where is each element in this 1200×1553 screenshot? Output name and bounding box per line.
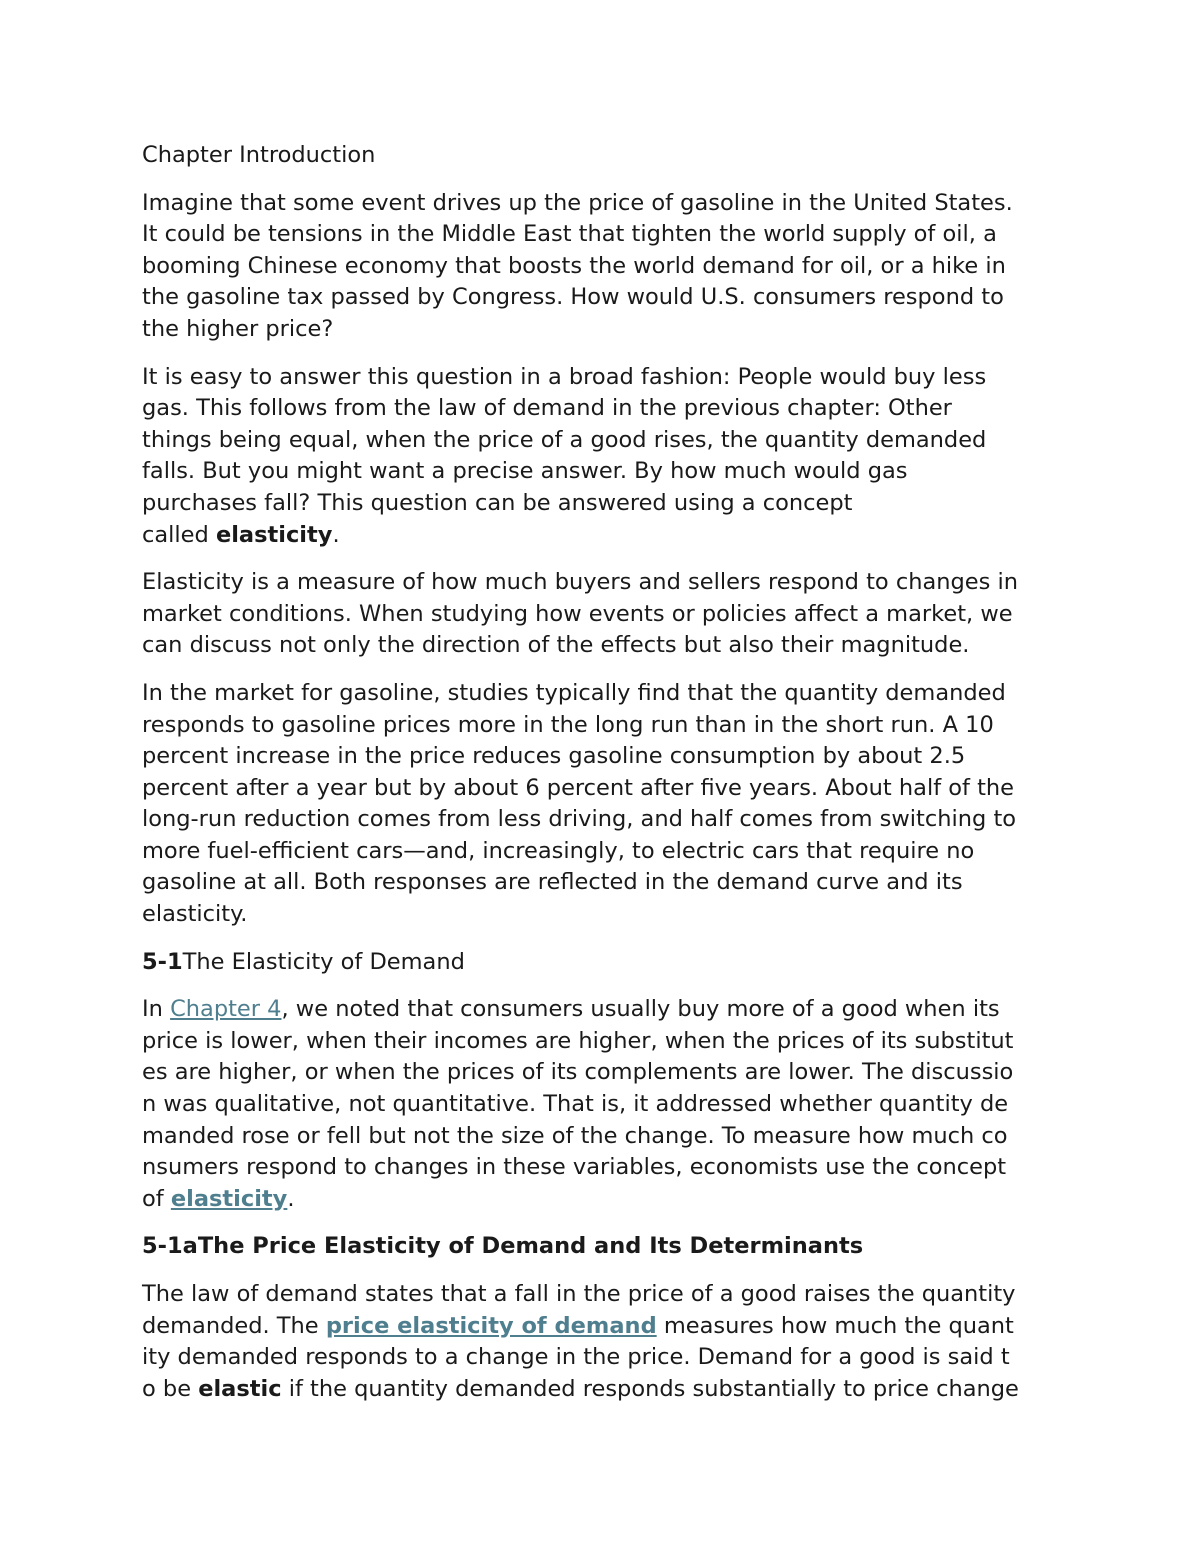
text-line: responds to gasoline prices more in the long run than in the short run. A 10	[142, 711, 994, 738]
text-line: more fuel-efficient cars—and, increasingly, to electric cars that require no	[142, 837, 975, 864]
text-line: gasoline at all. Both responses are reflected in the demand curve and its	[142, 869, 963, 896]
section-paragraph-2	[142, 1279, 1060, 1405]
text-line: price is lower, when their incomes are higher, when the prices of its substitut	[142, 1027, 1014, 1054]
text-line: market conditions. When studying how events or policies affect a market, we	[142, 600, 1013, 627]
text-fragment: o be	[142, 1375, 199, 1402]
text-line: elasticity.	[142, 901, 248, 928]
text-line: things being equal, when the price of a good rises, the quantity demanded	[142, 426, 987, 453]
text-line: gas. This follows from the law of demand in the previous chapter: Other	[142, 395, 952, 422]
price-elasticity-of-demand-link[interactable]: price elasticity of demand	[325, 1312, 657, 1339]
section-title: The Elasticity of Demand	[182, 948, 465, 975]
text-line: It is easy to answer this question in a broad fashion: People would buy less	[142, 363, 987, 390]
section-number: 5-1	[142, 948, 183, 975]
chapter-title-text: Chapter Introduction	[142, 142, 376, 168]
text-line: the gasoline tax passed by Congress. How would U.S. consumers respond to	[142, 284, 1004, 311]
text-line: percent increase in the price reduces gasoline consumption by about 2.5	[142, 743, 966, 770]
text-line: falls. But you might want a precise answer. By how much would gas	[142, 458, 908, 485]
text-line: the higher price?	[142, 315, 334, 342]
text-fragment: .	[287, 1185, 295, 1212]
text-line: In the market for gasoline, studies typically find that the quantity demanded	[142, 679, 1006, 706]
text-line: n was qualitative, not quantitative. That is, it addressed whether quantity de	[142, 1091, 1009, 1118]
section-heading-line	[142, 947, 1060, 979]
document-body	[142, 140, 1060, 1421]
text-line: es are higher, or when the prices of its complements are lower. The discussio	[142, 1059, 1014, 1086]
chapter-4-link[interactable]: Chapter 4	[170, 996, 282, 1023]
text-fragment: called	[142, 521, 216, 548]
text-line	[142, 1311, 1060, 1343]
intro-paragraph-3	[142, 567, 1060, 662]
elasticity-link[interactable]: elasticity	[170, 1185, 288, 1212]
text-line: ity demanded responds to a change in the price. Demand for a good is said t	[142, 1344, 1010, 1371]
intro-paragraph-4	[142, 678, 1060, 931]
term-elasticity: elasticity	[215, 521, 333, 548]
text-line	[142, 994, 1060, 1026]
chapter-title	[142, 140, 1060, 172]
text-line: booming Chinese economy that boosts the world demand for oil, or a hike in	[142, 252, 1006, 279]
intro-paragraph-2	[142, 362, 1060, 552]
text-line: The law of demand states that a fall in the price of a good raises the quantity	[142, 1281, 1016, 1307]
text-line	[142, 1374, 1060, 1406]
text-fragment: demanded. The	[142, 1312, 326, 1339]
text-line	[142, 520, 1060, 552]
text-fragment: In	[142, 996, 171, 1023]
text-line: nsumers respond to changes in these variables, economists use the concept	[142, 1154, 1007, 1181]
text-line: manded rose or fell but not the size of the change. To measure how much co	[142, 1122, 1008, 1149]
text-line: purchases fall? This question can be answered using a concept	[142, 489, 853, 516]
term-elastic: elastic	[198, 1375, 282, 1402]
text-line: Imagine that some event drives up the price of gasoline in the United States.	[142, 189, 1013, 216]
section-paragraph-1	[142, 994, 1060, 1215]
subsection-heading-text: 5-1aThe Price Elasticity of Demand and Its Determinants	[142, 1233, 864, 1260]
text-fragment: measures how much the quant	[656, 1312, 1014, 1339]
section-heading	[142, 947, 1060, 979]
text-line: can discuss not only the direction of the effects but also their magnitude.	[142, 632, 970, 659]
text-line: Elasticity is a measure of how much buyers and sellers respond to changes in	[142, 569, 1019, 596]
text-line: It could be tensions in the Middle East that tighten the world supply of oil, a	[142, 221, 997, 248]
subsection-heading	[142, 1231, 1060, 1263]
intro-paragraph-1	[142, 188, 1060, 346]
text-line: long-run reduction comes from less driving, and half comes from switching to	[142, 806, 1017, 833]
text-fragment: of	[142, 1185, 171, 1212]
text-fragment: , we noted that consumers usually buy more of a good when its	[281, 996, 1000, 1023]
text-fragment: .	[332, 521, 340, 548]
text-fragment: if the quantity demanded responds substantially to price change	[281, 1375, 1019, 1402]
text-line	[142, 1184, 1060, 1216]
text-line: percent after a year but by about 6 percent after five years. About half of the	[142, 774, 1015, 801]
